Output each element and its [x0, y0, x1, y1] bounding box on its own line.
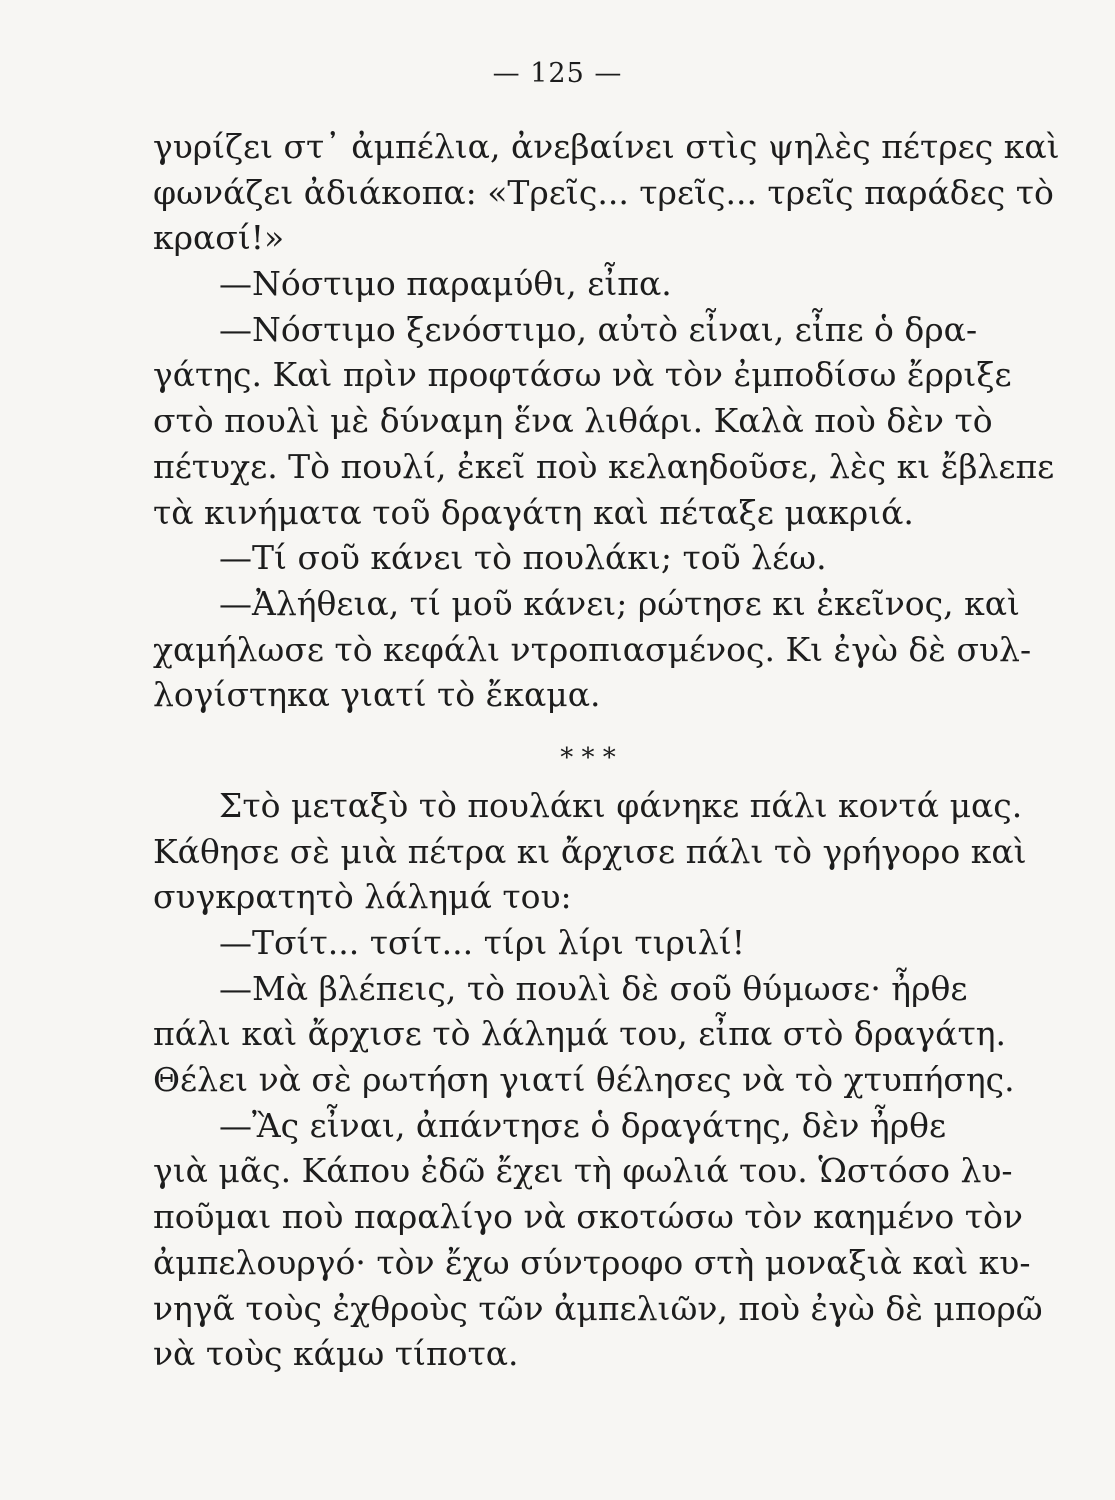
page-body-text — [153, 124, 1060, 1377]
text-line: γυρίζει στ᾿ ἀμπέλια, ἀνεβαίνει στὶς ψηλὲς πέτρες καὶ — [153, 127, 1060, 166]
text-line: συγκρατητὸ λάλημά του: — [153, 877, 572, 917]
text-line: πάλι καὶ ἄρχισε τὸ λάλημά του, εἶπα στὸ δραγάτη. — [153, 1014, 1006, 1054]
text-line: Κάθησε σὲ μιὰ πέτρα κι ἄρχισε πάλι τὸ γρήγορο καὶ — [153, 831, 1027, 871]
text-line: —Νόστιμο ξενόστιμο, αὐτὸ εἶναι, εἶπε ὁ δρα- — [219, 309, 978, 349]
text-line: Στὸ μεταξὺ τὸ πουλάκι φάνηκε πάλι κοντά μας. — [219, 785, 1023, 825]
text-line: τὰ κινήματα τοῦ δραγάτη καὶ πέταξε μακριά. — [153, 492, 914, 532]
text-line: νηγᾶ τοὺς ἐχθροὺς τῶν ἀμπελιῶν, ποὺ ἐγὼ δὲ μπορῶ — [153, 1288, 1043, 1328]
text-line: λογίστηκα γιατί τὸ ἔκαμα. — [153, 675, 601, 715]
text-line: —Ἂς εἶναι, ἀπάντησε ὁ δραγάτης, δὲν ἦρθε — [219, 1105, 947, 1145]
text-line: —Νόστιμο παραμύθι, εἶπα. — [219, 264, 672, 304]
section-break-asterisks: * * * — [560, 742, 616, 773]
text-line: —Τί σοῦ κάνει τὸ πουλάκι; τοῦ λέω. — [219, 538, 827, 578]
text-line: γιὰ μᾶς. Κάπου ἐδῶ ἔχει τὴ φωλιά του. Ὡστόσο λυ- — [153, 1151, 1013, 1191]
page-number: — 125 — — [492, 58, 623, 89]
text-line: ἀμπελουργό· τὸν ἔχω σύντροφο στὴ μοναξιὰ καὶ κυ- — [153, 1242, 1031, 1282]
text-line: —Ἀλήθεια, τί μοῦ κάνει; ρώτησε κι ἐκεῖνος, καὶ — [219, 583, 1020, 623]
text-line: γάτης. Καὶ πρὶν προφτάσω νὰ τὸν ἐμποδίσω ἔρριξε — [153, 355, 1012, 395]
text-line: νὰ τοὺς κάμω τίποτα. — [153, 1334, 519, 1374]
text-line: Θέλει νὰ σὲ ρωτήση γιατί θέλησες νὰ τὸ χτυπήσης. — [153, 1060, 1015, 1100]
text-line: στὸ πουλὶ μὲ δύναμη ἕνα λιθάρι. Καλὰ ποὺ δὲν τὸ — [153, 401, 993, 441]
text-line: πέτυχε. Τὸ πουλί, ἐκεῖ ποὺ κελαηδοῦσε, λὲς κι ἔβλεπε — [153, 446, 1055, 486]
text-line: —Τσίτ... τσίτ... τίρι λίρι τιριλί! — [219, 923, 745, 962]
text-line: χαμήλωσε τὸ κεφάλι ντροπιασμένος. Κι ἐγὼ δὲ συλ- — [153, 629, 1032, 669]
text-line: —Μὰ βλέπεις, τὸ πουλὶ δὲ σοῦ θύμωσε· ἦρθε — [219, 968, 968, 1008]
text-line: κρασί!» — [153, 218, 285, 258]
text-line: ποῦμαι ποὺ παραλίγο νὰ σκοτώσω τὸν καημένο τὸν — [153, 1197, 1023, 1237]
text-line: φωνάζει ἀδιάκοπα: «Τρεῖς... τρεῖς... τρεῖς παράδες τὸ — [153, 172, 1054, 212]
